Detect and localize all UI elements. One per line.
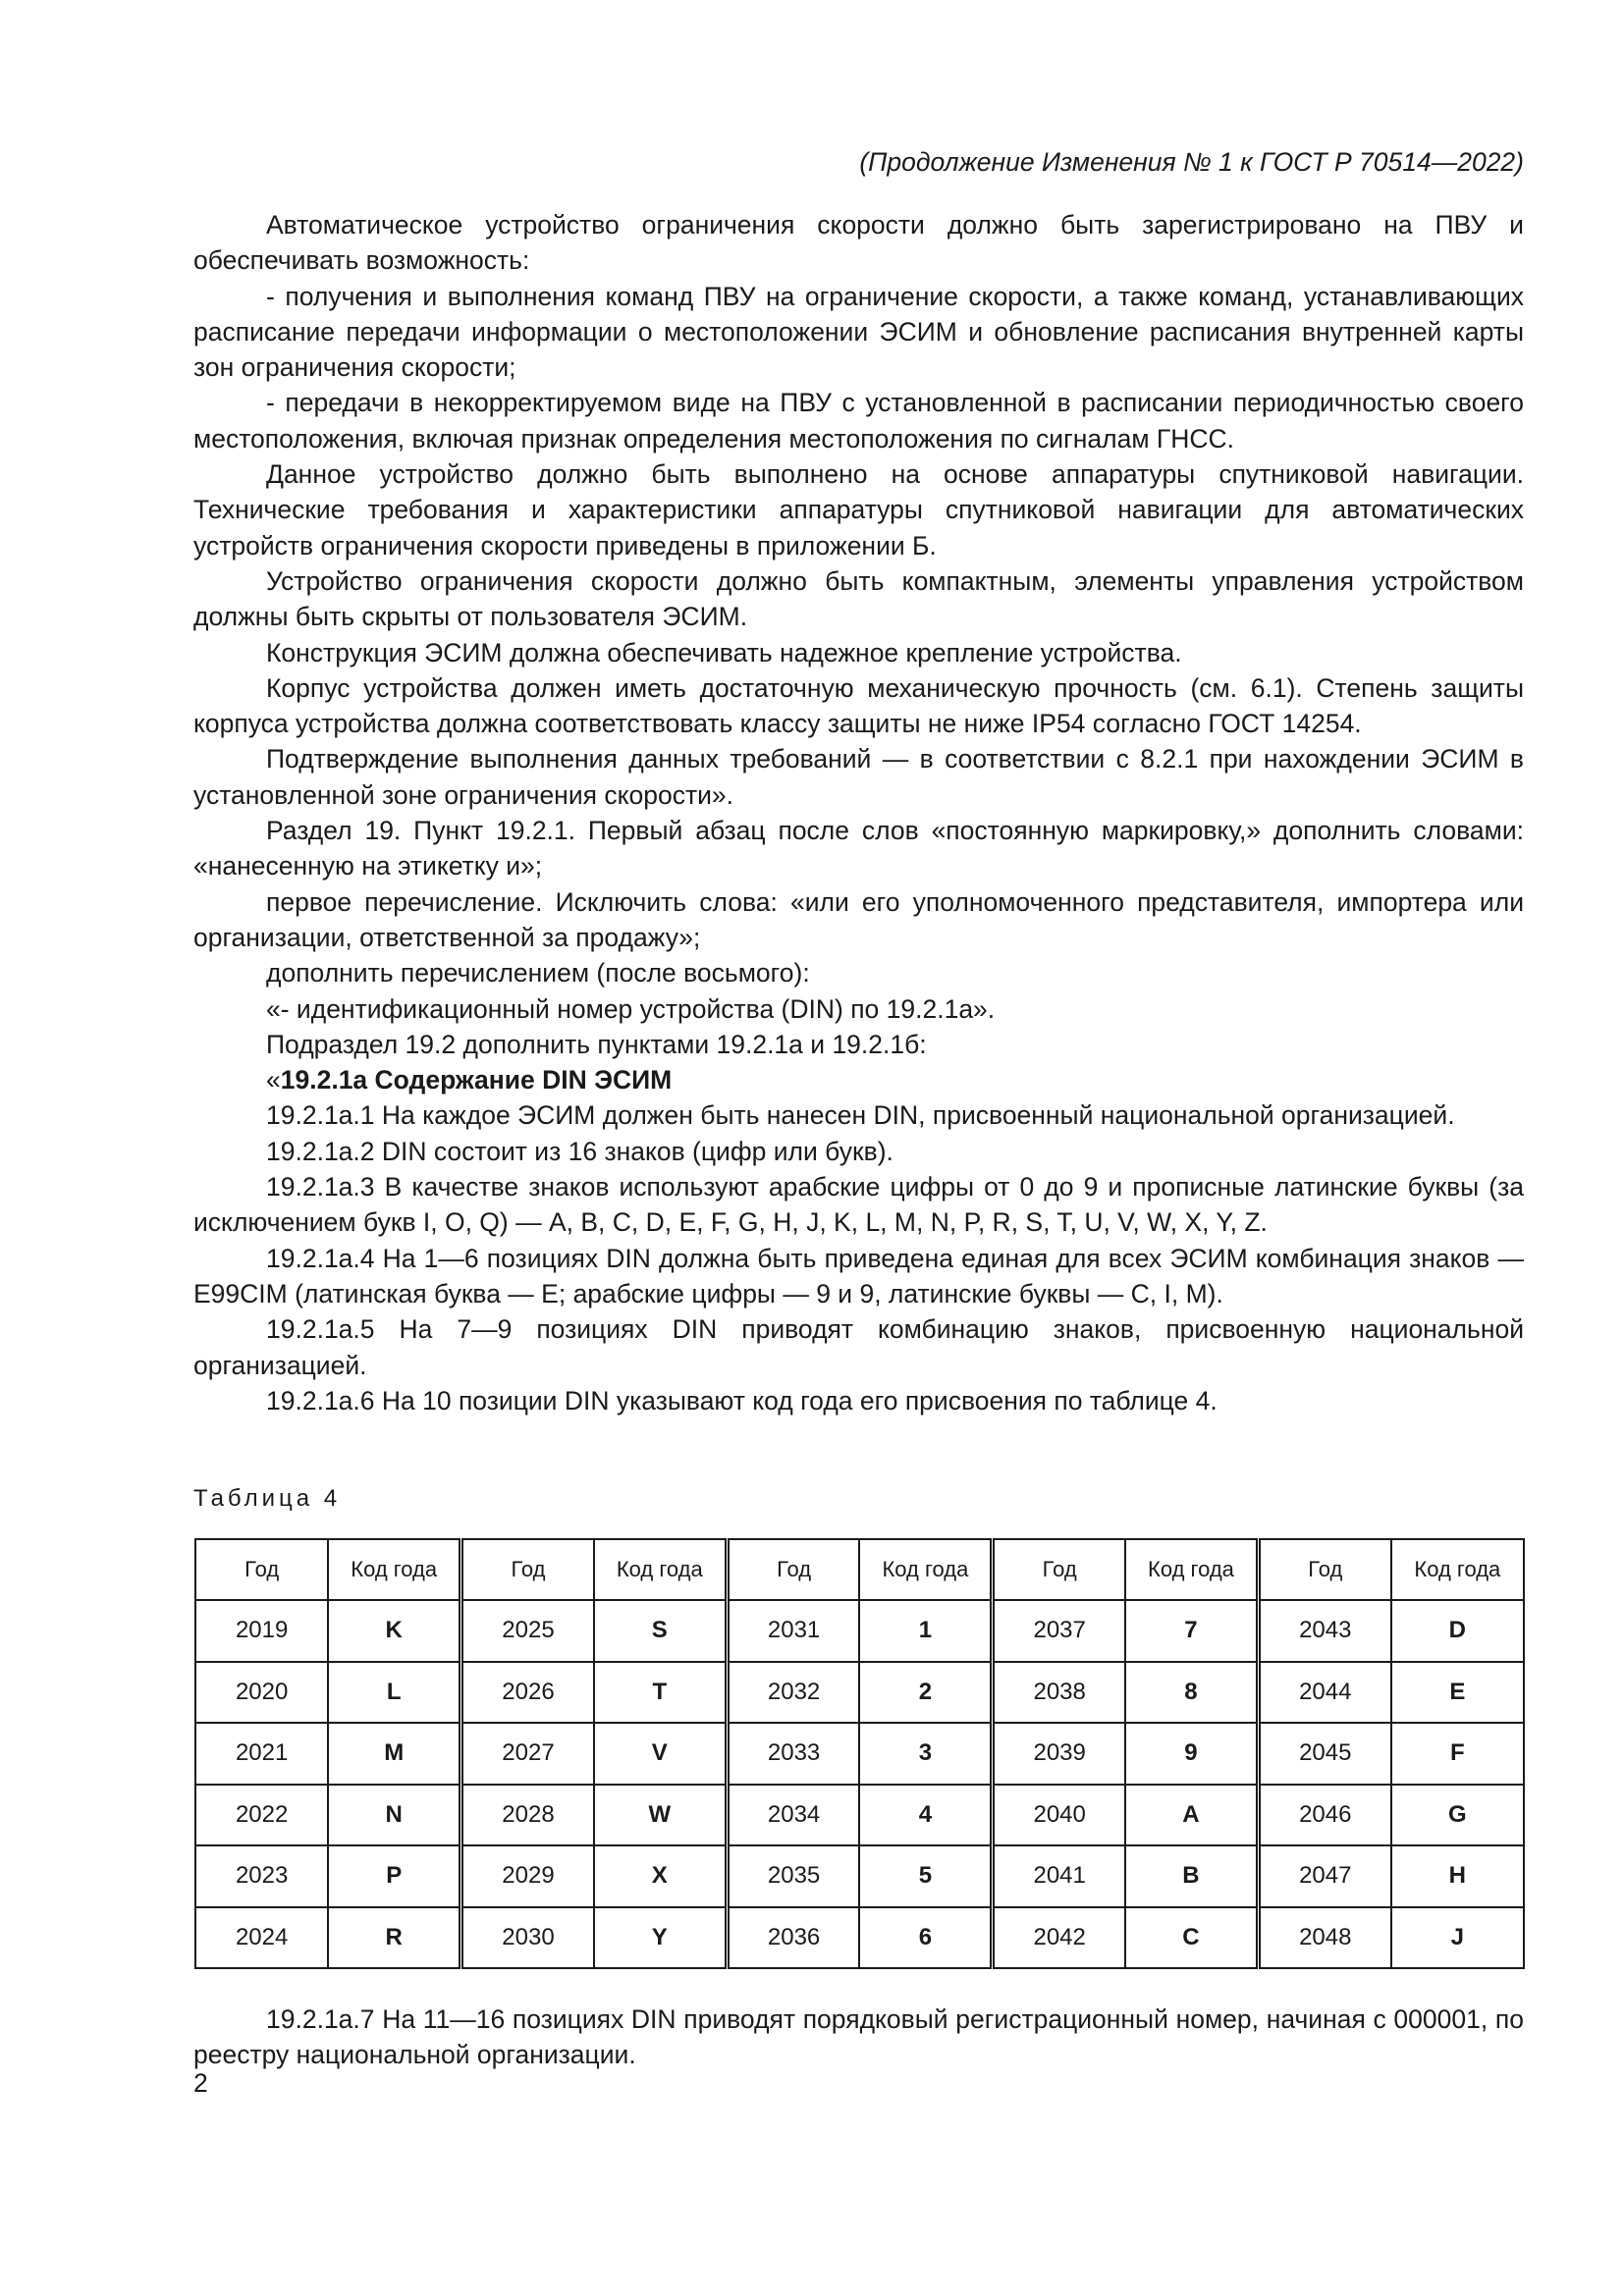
page-number: 2	[193, 2068, 208, 2098]
table-row	[195, 1785, 1524, 1846]
table-row	[195, 1723, 1524, 1785]
year-cell: 2030	[461, 1907, 594, 1969]
code-cell: 8	[1125, 1662, 1258, 1724]
code-cell: 1	[859, 1600, 992, 1662]
code-cell: M	[328, 1723, 460, 1785]
paragraph: первое перечисление. Исключить слова: «или его уполномоченного представителя, импортера или организации, ответственной за продажу»;	[193, 886, 1524, 952]
paragraph: Корпус устройства должен иметь достаточную механическую прочность (см. 6.1). Степень защиты корпуса устройства должна соответствовать классу защиты не ниже IP54 согласно ГОСТ 14254.	[193, 672, 1524, 739]
section-heading	[193, 1062, 1524, 1097]
code-cell: X	[594, 1845, 727, 1907]
paragraph: «- идентификационный номер устройства (DIN) по 19.2.1а».	[266, 993, 996, 1024]
code-cell: W	[594, 1785, 727, 1846]
document-body	[193, 207, 1524, 1418]
header-code: Код года	[328, 1539, 460, 1600]
code-cell: 4	[859, 1785, 992, 1846]
year-cell: 2029	[461, 1845, 594, 1907]
table-header-row	[195, 1539, 1524, 1600]
year-cell: 2041	[993, 1845, 1125, 1907]
after-table-section	[193, 2002, 1524, 2073]
paragraph: - получения и выполнения команд ПВУ на ограничение скорости, а также команд, устанавливающих расписание передачи информации о местоположении ЭСИМ и обновление расписания внутренней карты зон ограничения скорости;	[193, 281, 1524, 383]
year-cell: 2037	[993, 1600, 1125, 1662]
code-cell: E	[1391, 1662, 1524, 1724]
year-cell: 2045	[1258, 1723, 1390, 1785]
code-cell: C	[1125, 1907, 1258, 1969]
table-row	[195, 1907, 1524, 1969]
year-cell: 2033	[727, 1723, 859, 1785]
year-cell: 2027	[461, 1723, 594, 1785]
year-code-table	[194, 1538, 1525, 1969]
code-cell: 5	[859, 1845, 992, 1907]
header-year: Год	[727, 1539, 859, 1600]
year-cell: 2042	[993, 1907, 1125, 1969]
code-cell: P	[328, 1845, 460, 1907]
year-cell: 2035	[727, 1845, 859, 1907]
clause-item: 19.2.1а.5 На 7—9 позициях DIN приводят комбинацию знаков, присвоенную национальной организацией.	[193, 1314, 1524, 1380]
code-cell: 2	[859, 1662, 992, 1724]
clause-item: 19.2.1а.1 На каждое ЭСИМ должен быть нанесен DIN, присвоенный национальной организацией.	[266, 1100, 1455, 1131]
year-cell: 2043	[1258, 1600, 1390, 1662]
code-cell: 6	[859, 1907, 992, 1969]
year-cell: 2028	[461, 1785, 594, 1846]
code-cell: 9	[1125, 1723, 1258, 1785]
paragraph: дополнить перечислением (после восьмого):	[266, 958, 810, 988]
code-cell: B	[1125, 1845, 1258, 1907]
code-cell: V	[594, 1723, 727, 1785]
running-header: (Продолжение Изменения № 1 к ГОСТ Р 70514—2022)	[859, 147, 1524, 177]
code-cell: N	[328, 1785, 460, 1846]
code-cell: L	[328, 1662, 460, 1724]
code-cell: 7	[1125, 1600, 1258, 1662]
code-cell: R	[328, 1907, 460, 1969]
code-cell: F	[1391, 1723, 1524, 1785]
code-cell: 3	[859, 1723, 992, 1785]
year-cell: 2031	[727, 1600, 859, 1662]
year-cell: 2040	[993, 1785, 1125, 1846]
code-cell: J	[1391, 1907, 1524, 1969]
year-cell: 2032	[727, 1662, 859, 1724]
year-cell: 2034	[727, 1785, 859, 1846]
year-cell: 2019	[195, 1600, 328, 1662]
year-cell: 2025	[461, 1600, 594, 1662]
year-cell: 2046	[1258, 1785, 1390, 1846]
year-cell: 2044	[1258, 1662, 1390, 1724]
year-cell: 2021	[195, 1723, 328, 1785]
table-row	[195, 1600, 1524, 1662]
paragraph: Данное устройство должно быть выполнено на основе аппаратуры спутниковой навигации. Технические требования и характеристики аппаратуры спутниковой навигации для автоматических устройств ограничения скорости приведены в приложении Б.	[193, 459, 1524, 561]
paragraph: Подтверждение выполнения данных требований — в соответствии с 8.2.1 при нахождении ЭСИМ в установленной зоне ограничения скорости».	[193, 744, 1524, 810]
clause-item: 19.2.1а.2 DIN состоит из 16 знаков (цифр или букв).	[266, 1136, 893, 1166]
code-cell: K	[328, 1600, 460, 1662]
section-heading-title: 19.2.1а Содержание DIN ЭСИМ	[280, 1065, 673, 1095]
clause-item: 19.2.1а.6 На 10 позиции DIN указывают код года его присвоения по таблице 4.	[266, 1385, 1218, 1415]
paragraph: Подраздел 19.2 дополнить пунктами 19.2.1а и 19.2.1б:	[266, 1029, 927, 1059]
header-code: Код года	[594, 1539, 727, 1600]
header-year: Год	[993, 1539, 1125, 1600]
header-code: Код года	[859, 1539, 992, 1600]
paragraph: Устройство ограничения скорости должно быть компактным, элементы управления устройством должны быть скрыты от пользователя ЭСИМ.	[193, 565, 1524, 632]
year-cell: 2036	[727, 1907, 859, 1969]
table-row	[195, 1662, 1524, 1724]
year-cell: 2047	[1258, 1845, 1390, 1907]
header-year: Год	[461, 1539, 594, 1600]
code-cell: G	[1391, 1785, 1524, 1846]
year-cell: 2022	[195, 1785, 328, 1846]
clause-item: 19.2.1а.4 На 1—6 позициях DIN должна быть приведена единая для всех ЭСИМ комбинация знаков — E99CIM (латинская буква — E; арабские цифры — 9 и 9, латинские буквы — C, I, M).	[193, 1243, 1524, 1308]
year-cell: 2023	[195, 1845, 328, 1907]
year-cell: 2026	[461, 1662, 594, 1724]
year-cell: 2048	[1258, 1907, 1390, 1969]
year-cell: 2024	[195, 1907, 328, 1969]
year-cell: 2039	[993, 1723, 1125, 1785]
paragraph: Раздел 19. Пункт 19.2.1. Первый абзац после слов «постоянную маркировку,» дополнить словами: «нанесенную на этикетку и»;	[193, 816, 1524, 881]
header-code: Код года	[1125, 1539, 1258, 1600]
table-caption: Таблица 4	[193, 1485, 342, 1512]
paragraph: - передачи в некорректируемом виде на ПВУ с установленной в расписании периодичностью своего местоположения, включая признак определения местоположения по сигналам ГНСС.	[193, 388, 1524, 454]
header-code: Код года	[1391, 1539, 1524, 1600]
header-year: Год	[1258, 1539, 1390, 1600]
year-cell: 2038	[993, 1662, 1125, 1724]
code-cell: Y	[594, 1907, 727, 1969]
code-cell: A	[1125, 1785, 1258, 1846]
table-row	[195, 1845, 1524, 1907]
code-cell: D	[1391, 1600, 1524, 1662]
header-year: Год	[195, 1539, 328, 1600]
section-heading-quote: «	[266, 1065, 281, 1095]
code-cell: T	[594, 1662, 727, 1724]
code-cell: H	[1391, 1845, 1524, 1907]
paragraph: Конструкция ЭСИМ должна обеспечивать надежное крепление устройства.	[266, 637, 1182, 667]
year-cell: 2020	[195, 1662, 328, 1724]
paragraph: Автоматическое устройство ограничения скорости должно быть зарегистрировано на ПВУ и обеспечивать возможность:	[193, 210, 1524, 276]
code-cell: S	[594, 1600, 727, 1662]
clause-item: 19.2.1а.7 На 11—16 позициях DIN приводят порядковый регистрационный номер, начиная с 000001, по реестру национальной организации.	[193, 2004, 1524, 2070]
clause-item: 19.2.1а.3 В качестве знаков используют арабские цифры от 0 до 9 и прописные латинские буквы (за исключением букв I, O, Q) — A, B, C, D, E, F, G, H, J, K, L, M, N, P, R, S, T, U, V, W, X, Y, Z.	[193, 1172, 1524, 1238]
